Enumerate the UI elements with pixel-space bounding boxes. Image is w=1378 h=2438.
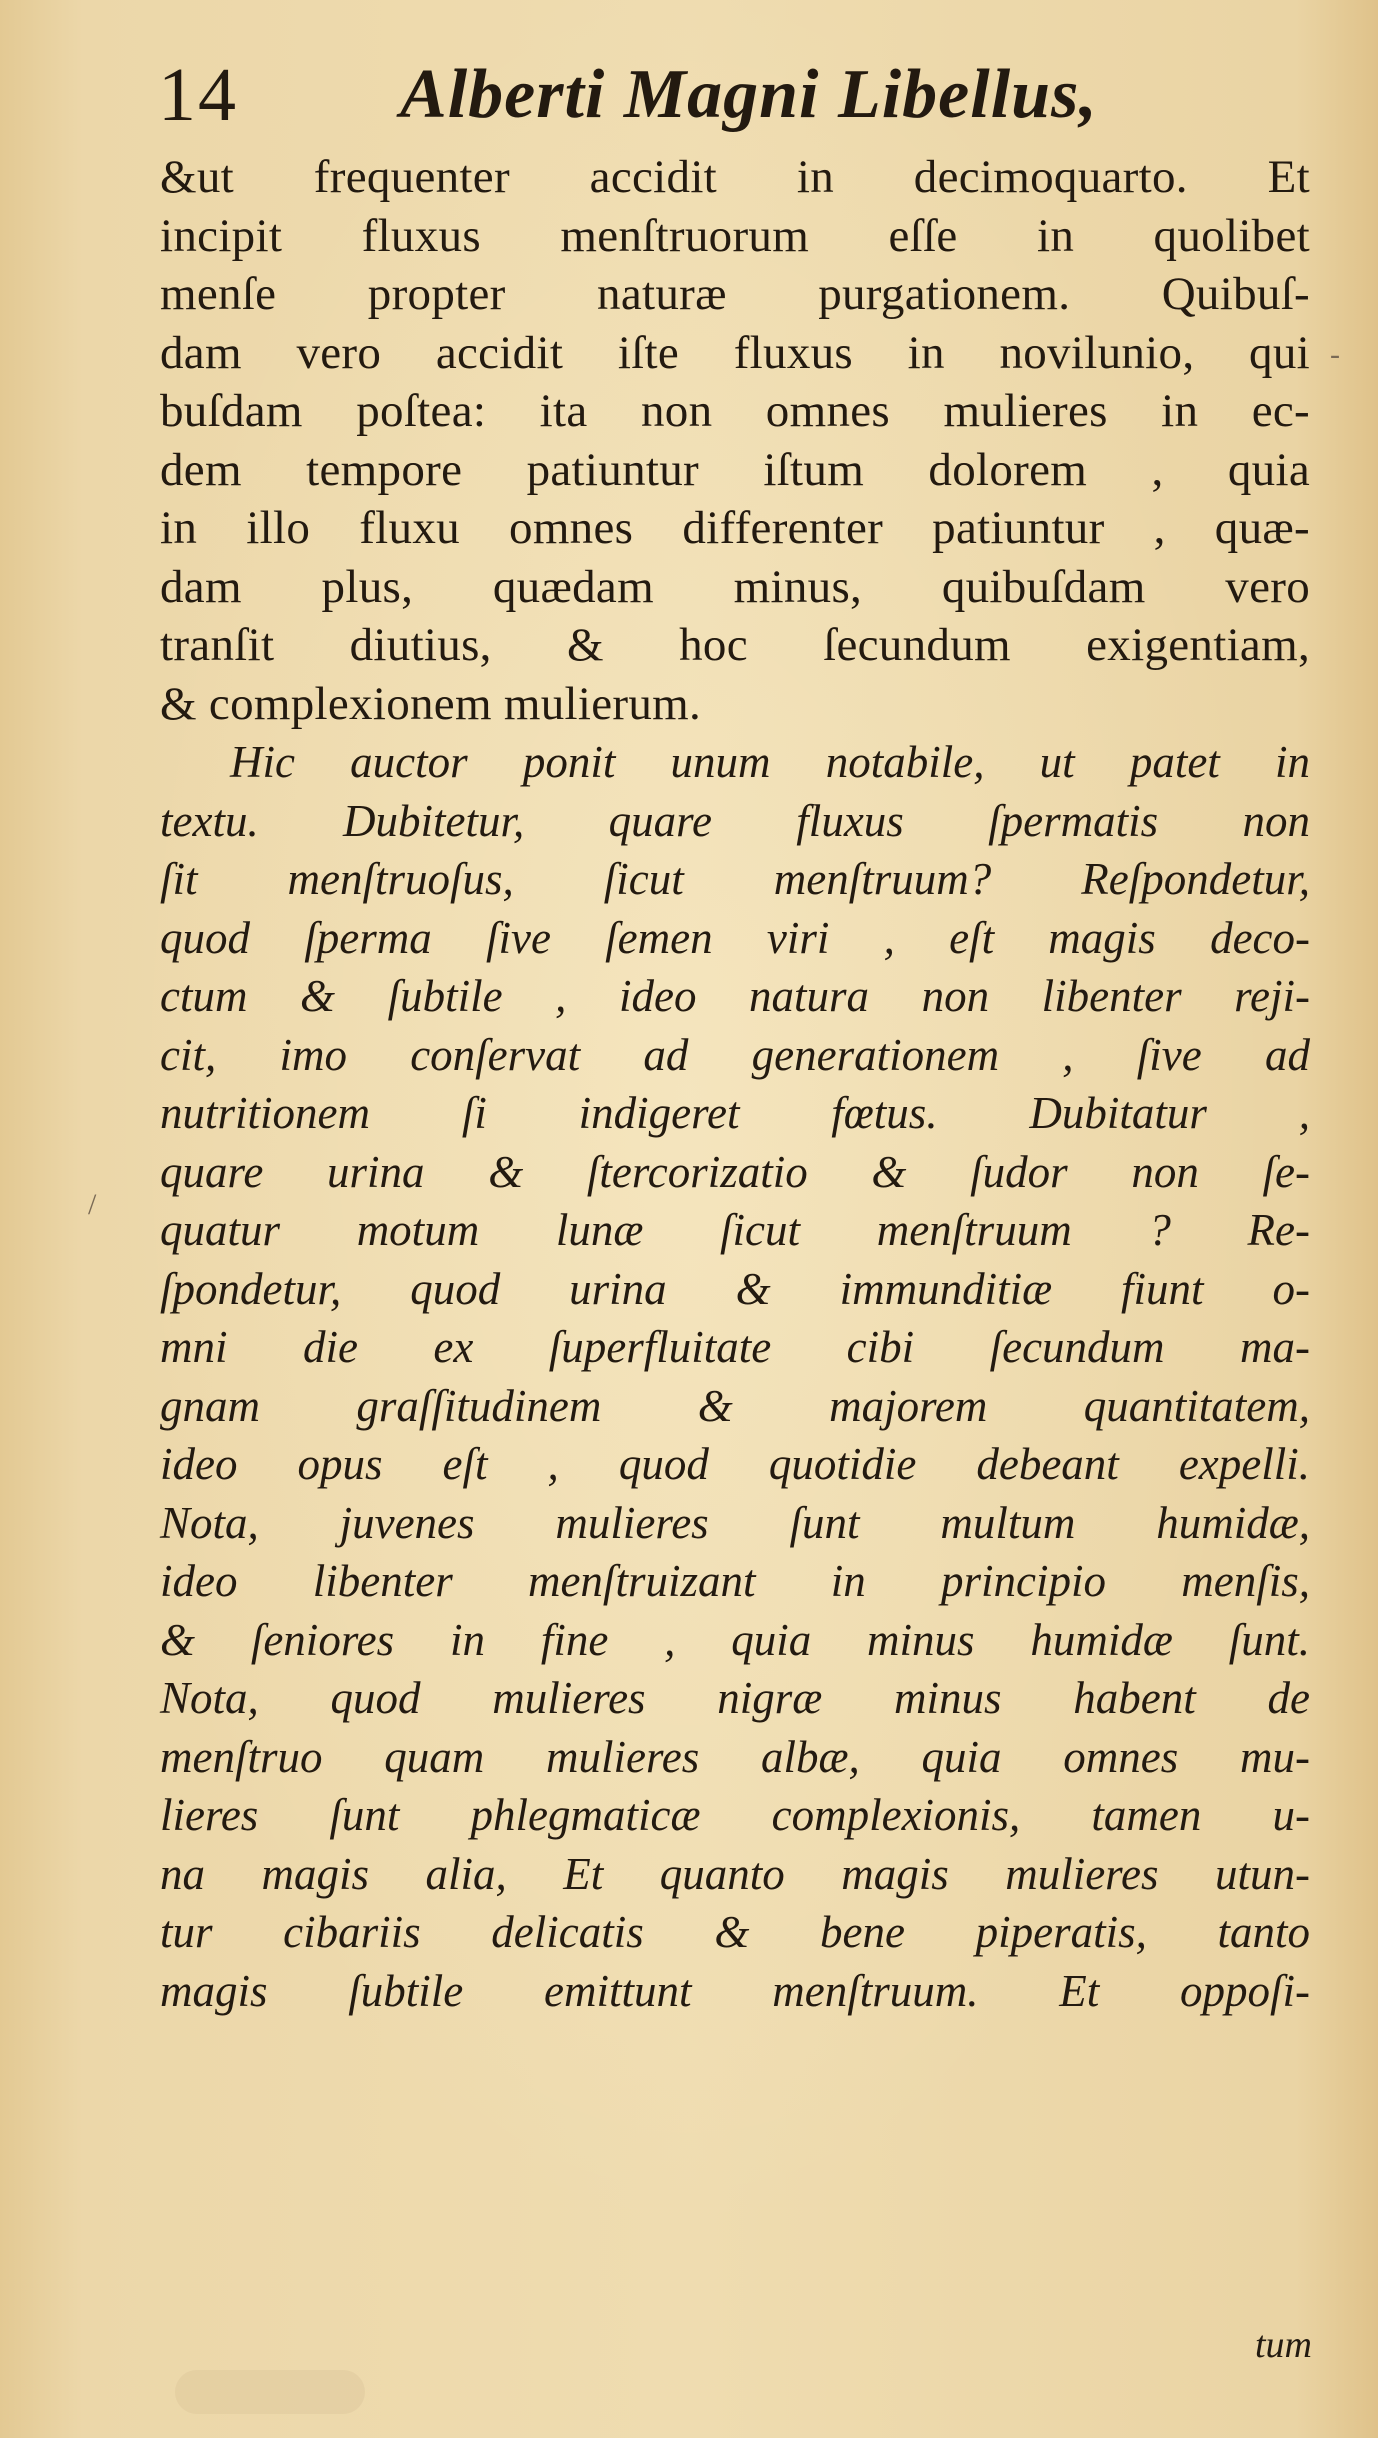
commentary-line: quod ſperma ſive ſemen viri , eſt magis deco- xyxy=(160,912,1310,963)
commentary-line: nutritionem ſi indigeret fœtus. Dubitatur , xyxy=(160,1088,1310,1138)
margin-tick-mark: / xyxy=(88,1188,97,1221)
commentary-line: Nota, juvenes mulieres ſunt multum humidæ, xyxy=(160,1497,1310,1548)
commentary-line: gnam graſſitudinem & majorem quantitatem, xyxy=(160,1380,1310,1431)
text-line: dem tempore patiuntur iſtum dolorem , quia xyxy=(160,443,1310,496)
commentary-line: ſpondetur, quod urina & immunditiæ fiunt o- xyxy=(160,1263,1310,1314)
commentary-line: ideo opus eſt , quod quotidie debeant expelli. xyxy=(160,1439,1310,1489)
text-line: dam vero accidit iſte fluxus in novilunio, qui xyxy=(160,326,1310,379)
commentary-line: magis ſubtile emittunt menſtruum. Et oppoſi- xyxy=(160,1965,1310,2016)
page-number: 14 xyxy=(158,53,238,137)
commentary-line: lieres ſunt phlegmaticæ complexionis, tamen u- xyxy=(160,1790,1310,1840)
commentary-line: mni die ex ſuperfluitate cibi ſecundum ma- xyxy=(160,1322,1310,1372)
catchword: tum xyxy=(1255,2324,1312,2366)
commentary-line: quare urina & ſtercorizatio & ſudor non ſe- xyxy=(160,1146,1310,1197)
text-line: &ut frequenter accidit in decimoquarto. Et xyxy=(160,151,1310,203)
commentary-line: & ſeniores in fine , quia minus humidæ ſunt. xyxy=(160,1614,1310,1665)
commentary-line: ſit menſtruoſus, ſicut menſtruum? Reſpondetur, xyxy=(160,854,1310,904)
roman-paragraph xyxy=(160,148,1310,733)
text-line: in illo fluxu omnes differenter patiuntur , quæ- xyxy=(160,502,1310,554)
commentary-line: na magis alia, Et quanto magis mulieres utun- xyxy=(160,1848,1310,1899)
running-title: Alberti Magni Libellus, xyxy=(400,56,1098,133)
commentary-line: cit, imo conſervat ad generationem , ſive ad xyxy=(160,1029,1310,1080)
main-text xyxy=(160,148,1310,2020)
text-line: menſe propter naturæ purgationem. Quibuſ- xyxy=(160,268,1310,320)
italic-commentary xyxy=(160,733,1310,2020)
text-line: tranſit diutius, & hoc ſecundum exigentiam, xyxy=(160,619,1310,671)
commentary-line: quatur motum lunæ ſicut menſtruum ? Re- xyxy=(160,1205,1310,1255)
commentary-line: ctum & ſubtile , ideo natura non libenter reji- xyxy=(160,971,1310,1021)
margin-dash-mark: - xyxy=(1330,338,1340,371)
commentary-line: menſtruo quam mulieres albæ, quia omnes mu- xyxy=(160,1731,1310,1782)
commentary-line: ideo libenter menſtruizant in principio menſis, xyxy=(160,1556,1310,1606)
page-header xyxy=(158,38,1298,148)
text-line: buſdam poſtea: ita non omnes mulieres in ec- xyxy=(160,385,1310,437)
text-line: dam plus, quædam minus, quibuſdam vero xyxy=(160,560,1310,613)
commentary-line: Hic auctor ponit unum notabile, ut patet in xyxy=(230,737,1310,787)
text-line: incipit fluxus menſtruorum eſſe in quolibet xyxy=(160,209,1310,262)
text-line: & complexionem mulierum. xyxy=(160,677,702,730)
commentary-line: textu. Dubitetur, quare fluxus ſpermatis non xyxy=(160,795,1310,846)
commentary-line: tur cibariis delicatis & bene piperatis, tanto xyxy=(160,1907,1310,1957)
page-smudge xyxy=(175,2370,365,2414)
commentary-line: Nota, quod mulieres nigræ minus habent de xyxy=(160,1673,1310,1723)
